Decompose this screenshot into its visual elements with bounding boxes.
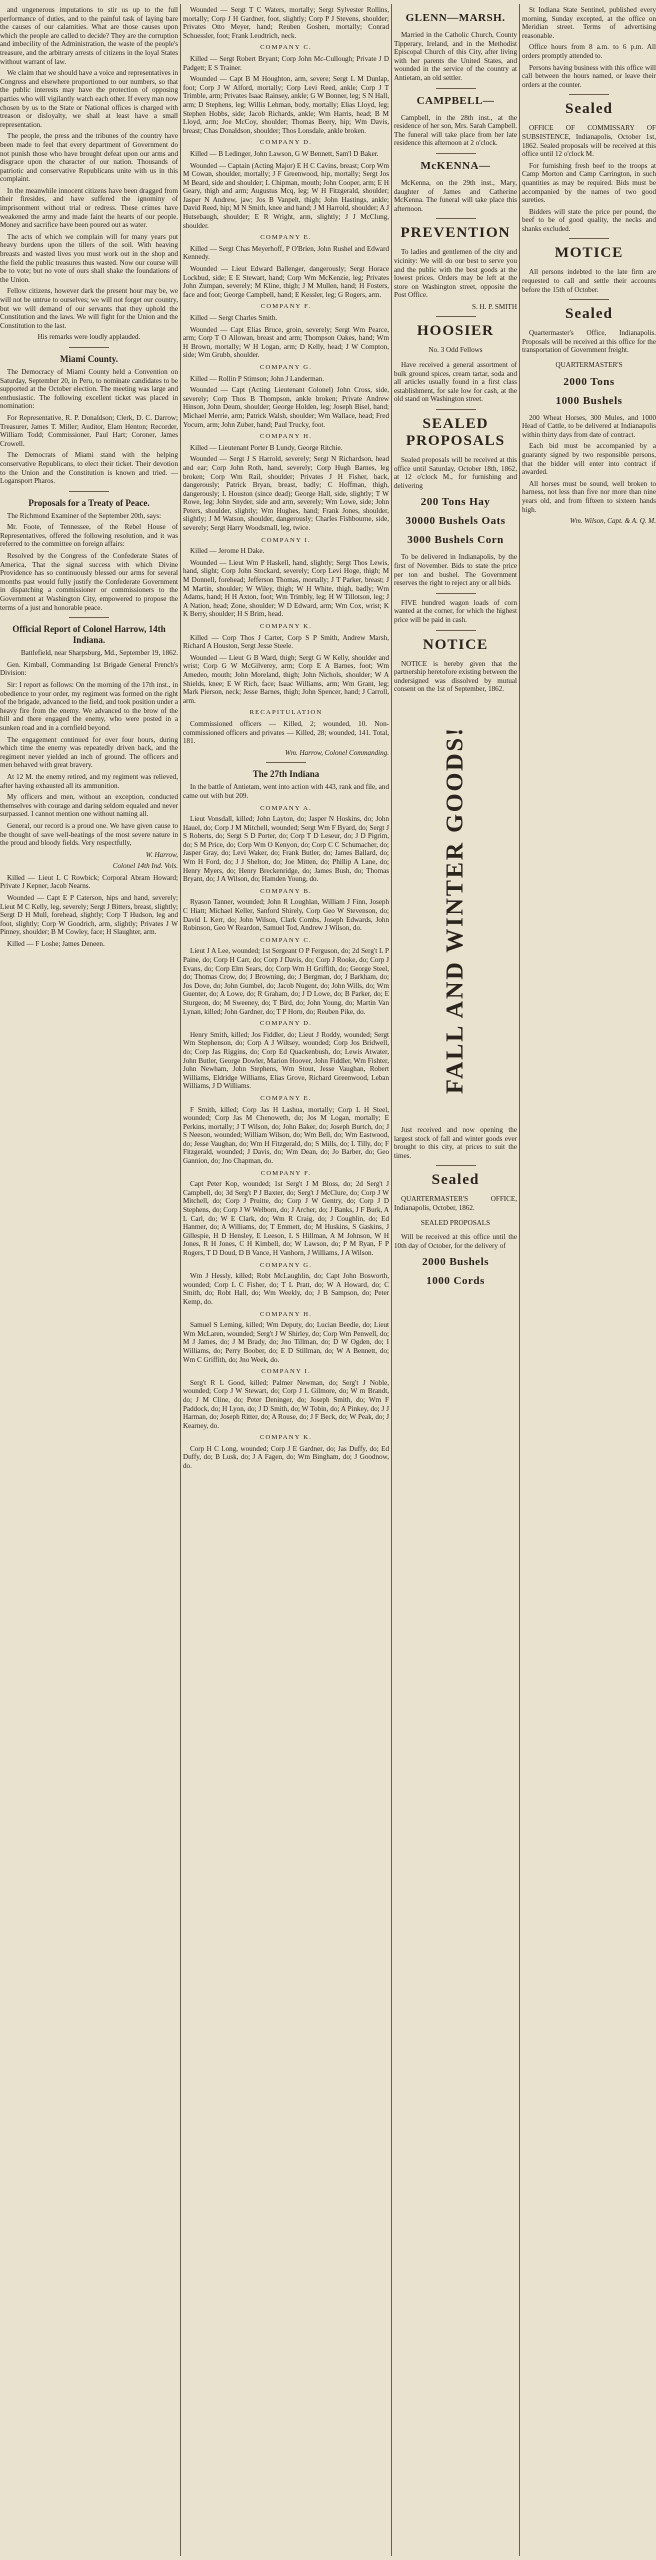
advertisement-text: NOTICE is hereby given that the partnership heretofore existing between the undersigned was dissolved by mutual consent on the 1st of September, 1862. [394, 659, 517, 694]
paragraph: Lieut Vonsdall, killed; John Layton, do; Jasper N Hoskins, do; John Hauel, do; Corp J M Mitchell, wounded; Sergt Wm F Byard, do; Sergt J S Roberts, do; Sergt S D Porter, do; Corp T D Leseur, do; J D Pigrim, do; S M Price, do; Corp Wm O Kenyon, do; Corp C C Schumacher, do; Jasper Gray, do; Levi Waker, do; Frank Butler, do; James Ballard, do; Wm H Ford, do; J J Shelton, do; Joe Mitten, do; Phillip A Lane, do; Henry Myers, do; Henry Breckenridge, do; James Bush, do; Thomas Bryant, do; J A Wilson, do; Hamden Young, do. [183, 815, 389, 884]
advertisement-heading: HOOSIER [416, 323, 495, 340]
paragraph: and ungenerous imputations to stir us up to the full performance of duties, and to the painful task of laying bare the causes of our calamities. What are those causes upon which the people are called to decide? They are the corruption and imbecility of the Administration, the waste of the people's treasure, and the arbitrary arrests of citizens in the loyal States without warrant of law. [0, 6, 178, 66]
paragraph: Lieut J A Lee, wounded; 1st Sergeant O P Ferguson, do; 2d Serg't L P Paine, do; Corp H Carr, do; Corp J Davis, do; Corp J Rooke, do; Corp J Evans, do; Corp Elm Sears, do; Corp Wm H Griffith, do; George Steel, do; Thomas Crow, do; J Browning, do; J Bergman, do; J Barkham, do; Jos Dove, do; John Gumbel, do; Jacob Nugent, do; John Wills, do; Wm Guenter, do; A Lowe, do; R Graham, do; J D Lowe, do; B Parker, do; E Sturgeon, do; M Sweeney, do; T Bird, do; John Young, do; Martin Van Lynan, killed; John Gardner, do; T P Horn, do; Reuben Pike, do. [183, 947, 389, 1016]
advertisement-heading: NOTICE [422, 636, 489, 653]
paragraph: Persons having business with this office will call between the hours named, or leave their orders at the counter. [522, 63, 656, 89]
company-heading: COMPANY G. [259, 1261, 313, 1269]
paragraph: The acts of which we complain will for many years put heavy burdens upon the tillers of the soil. With heaving breasts and wasted lives you must work out in the shop and the field the public treasures thus wasted. Now our course will be to vote; but no vote of ours shall shake the foundations of the Union. [0, 232, 178, 284]
paragraph: Killed — Lieut L C Rowbick; Corporal Abram Howard; Private J Kepner, Jacob Nearns. [0, 873, 178, 891]
separator [436, 88, 476, 89]
paragraph: Killed — Sergt Chas Meyerhoff, P O'Brien, John Rushel and Edward Kennedy. [183, 244, 389, 262]
article-heading: The 27th Indiana [252, 769, 320, 780]
advertisement-text: To ladies and gentlemen of the city and vicinity: We will do our best to serve you and the public with the best goods at the lowest prices. Orders may be left at the store on Washington street, opposite the Post Office. [394, 248, 517, 300]
company-heading: COMPANY H. [259, 433, 313, 441]
advertisement-text: QUARTERMASTER'S OFFICE, Indianapolis, October, 1862. [394, 1195, 517, 1212]
paragraph: Mr. Foote, of Tennessee, of the Rebel House of Representatives, offered the following resolution, and it was referred to the committee on foreign affairs: [0, 523, 178, 549]
paragraph: 200 Wheat Horses, 300 Mules, and 1000 Head of Cattle, to be delivered at Indianapolis within thirty days from date of contract. [522, 413, 656, 439]
separator [69, 347, 109, 348]
paragraph: Killed — F Loshe; James Deneen. [7, 940, 105, 949]
advertisement-subheading: QUARTERMASTER'S [555, 361, 623, 370]
advertisement-heading: Sealed [565, 306, 613, 323]
company-heading: COMPANY E. [260, 234, 312, 242]
paragraph: For Representative, R. P. Donaldson; Clerk, D. C. Darrow; Treasurer, James T. Miller; Auditor, Elam Henton; Recorder, William Todd; Commissioner, Paul Hart; Coroner, James Crowell. [0, 413, 178, 448]
paragraph: Wounded — Capt (Acting Lieutenant Colonel) John Cross, side, severely; Corp Thos B Thompson, ankle broken; Private Andrew Hinson, John Deum, shoulder; George Holden, leg; Joseph Bisel, hand; Michael Merrie, arm; Patrick Walsh, shoulder; Wm Wallace, head; Fred Yocum, arm; John Zuber, hand; Paul Trucky, foot. [183, 386, 389, 429]
paragraph: Killed — Lieutenant Porter B Lundy, George Ritchie. [190, 443, 343, 452]
company-heading: COMPANY D. [259, 1020, 313, 1028]
column-rule [391, 4, 392, 2556]
advertisement-text: To be delivered in Indianapolis, by the first of November. Bids to state the price per ton and bushel. The Government reserves the right to reject any or all bids. [394, 553, 517, 588]
paragraph: Office hours from 8 a.m. to 6 p.m. All orders promptly attended to. [522, 43, 656, 60]
paragraph: Wounded — Capt Elias Bruce, groin, severely; Sergt Wm Pearce, arm; Corp T O Allowan, breast and arm; Thompson Oakes, hand; Wm H Brown, mortally; W H Logan, arm; D Kelly, head; J W Compton, side; Wm Grubb, shoulder. [183, 325, 389, 360]
separator [436, 316, 476, 317]
quantity-line: 3000 Bushels Corn [407, 534, 504, 547]
paragraph: Gen. Kimball, Commanding 1st Brigade General French's Division: [0, 660, 178, 678]
advertisement-heading: Sealed [431, 1172, 480, 1189]
column-casualty-lists [183, 6, 389, 2554]
vertical-banner [394, 700, 517, 1120]
signature: Wm. Harrow, Colonel Commanding. [284, 748, 389, 757]
separator [436, 1165, 476, 1166]
paragraph: Wounded — Capt B M Houghton, arm, severe; Sergt L M Dunlap, foot; Corp J W Alford, mortally; Corp Levi Reed, ankle; Corp J T Trimble, arm; Privates Isaac Rainsey, ankle; G W Bonner, leg; S N Hall, arm; D Stephens, leg; Willis Lehman, body, mortally; Elias Lloyd, leg; Stephen Hobbs, side; Jacob Richards, ankle; Wm Harris, head; B M Lloyd, arm; Joe McCoy, shoulder; Thomas Beery, hip; Wm Davis, breast; Chas Donaldson, shoulder; Thos Lonsdale, ankle broken. [183, 75, 389, 135]
quantity-line: 30000 Bushels Oats [405, 515, 506, 528]
advertisement-heading: MOTICE [554, 245, 624, 262]
signature: W. Harrow, [145, 850, 178, 859]
separator [436, 630, 476, 631]
paragraph: Killed — Sergt Robert Bryant; Corp John Mc-Cullough; Private J D Padgett; E S Trainer. [183, 54, 389, 72]
paragraph: The people, the press and the tribunes of the country have been made to feel that every department of Government do not punish those who have brought defeat upon our arms and disgrace upon the character of our nation. Thousands of patriotic and conservative Republicans unite with us in this complaint. [0, 132, 178, 184]
separator [69, 617, 109, 618]
paragraph: Each bid must be accompanied by a guaranty signed by two responsible persons, that the bidder will enter into contract if awarded. [522, 442, 656, 477]
advertisement-heading: SEALED PROPOSALS [405, 416, 505, 450]
advertisement-text: OFFICE OF COMMISSARY OF SUBSISTENCE, Indianapolis, October 1st, 1862. Sealed proposals will be received at this office until 12 o'clock M. [522, 124, 656, 159]
quantity-line: 1000 Cords [426, 1275, 485, 1288]
company-heading: COMPANY K. [259, 623, 313, 630]
paragraph: In the battle of Antietam, went into action with 443, rank and file, and came out with but 209. [183, 783, 389, 800]
vertical-banner-text: FALL AND WINTER GOODS! [442, 726, 469, 1094]
company-heading: COMPANY F. [260, 303, 312, 311]
separator [569, 94, 609, 95]
company-heading: COMPANY K. [259, 1434, 313, 1442]
advertisement-text: FIVE hundred wagon loads of corn wanted at the corner, for which the highest price will be paid in cash. [394, 598, 517, 624]
paragraph: Bidders will state the price per pound, the beef to be of good quality, the necks and shanks excluded. [522, 207, 656, 233]
paragraph: Wm J Hessly, killed; Robt McLaughlin, do; Capt John Bosworth, wounded; Corp L C Fisher, do; T L Pratt, do; W A Howard, do; C Smith, do; Robt Hall, do; Wm Weekly, do; J B Sampson, do; Peter Kemp, do. [183, 1272, 389, 1306]
paragraph: Samuel S Leming, killed; Wm Deputy, do; Lucian Beedle, do; Lieut Wm McLaren, wounded; Serg't J W Shirley, do; Corp Wm Penwell, do; M J James, do; J M Brady, do; Jno Tillman, do; D W Ogden, do; I Williams, do; Perry Boober, do; E D Stillman, do; W A Bennett, do; Wm C Griffith, do; Jno Week, do. [183, 1321, 389, 1364]
paragraph: Wounded — Sergt T C Waters, mortally; Sergt Sylvester Rollins, mortally; Corp J H Gardner, foot, slightly; Corp P J Stevens, shoulder; Privates Otto Meyer, hand; Reuben Goshen, mortally; Conrad Schuessler, foot; Frank Leudtrich, neck. [183, 6, 389, 40]
paragraph: Wounded — Lieut G B Ward, thigh; Sergt G W Kelly, shoulder and wrist; Corp G W McGilverey, arm; Corp E A Barnes, foot; Wm Amedeo, mouth; John Moreland, thigh; John Nichols, shoulder; W A Shields, knee; E W Rich, face; Isaac Williams, arm; Wm Grant, leg; Mark Pierson, neck; Jesse Barnes, thigh; John Spencer, hand; J Carroll, arm. [183, 653, 389, 705]
advertisement-text: Quartermaster's Office, Indianapolis. Proposals will be received at this office for the transportation of Government freight. [522, 329, 656, 355]
paragraph: Killed — Rollin P Stimson; John J Landerman. [190, 374, 325, 383]
paragraph: Wounded — Captain (Acting Major) E H C Cavins, breast; Corp Wm M Cowan, shoulder, mortally; J F Greenwood, hip, mortally; Sergt Jos M Beard, side and shoulder; L Chipman, mouth; John Cooper, arm; E H Geary, thigh and arm; Augustus Mcq, leg; W H Fitzgerald, shoulder; Jasper N Andrew, jaw; Jos B Vanpelt, thigh; John Hastings, ankle; David Reed, hip; M N Smith, knee and hand; J M Harrold, shoulder; A J Hutsebaugh, shoulder; E R Wright, arm, slightly; J J McClung, shoulder. [183, 161, 389, 230]
paragraph: Wounded — Lieut Wm P Haskell, hand, slightly; Sergt Thos Lewis, hand, slight; Corp John Stockard, severely; Corp Levi Hoge, thigh; M M Donnell, forehead; Jefferson Thomas, mortally; J T Parker, breast; J M Martin, shoulder; W Wiley, thigh; W H White, thigh, badly; Wm Adams, hand; H H Axton, foot; Wm Trimbly, leg; H W Tillotson, leg; J A Nation, head; Zone, shoulder; W D Edward, arm; Wm Cox, wrist; K K Berry, shoulder; H S Brim, head. [183, 558, 389, 619]
quantity-line: 2000 Bushels [422, 1256, 489, 1269]
paragraph: Wounded — Sergt J S Harrold, severely; Sergt N Richardson, head and ear; Corp John Roth, hand, severely; Corp Hugh Barnes, leg broken; Corp Wm Rail, shoulder; Privates J H Fisher, back, dangerously; Patrick Bryan, breast, badly; C Hoffman, thigh, dangerously; L Houston (since dead); George Hall, side, slightly; T W Rowe, leg; John Snyder, side and arm, severely; Wm Lowe, side; John Peters, shoulder, slightly; Wm Hughes, hand; Frank Jones, shoulder, slightly; J M Watson, shoulder, dangerously; Charles Fishbourne, side, severely; Sergt Harry Woodsmall, leg, twice. [183, 455, 389, 533]
paragraph: Ryason Tanner, wounded; John R Loughlan, William J Finn, Joseph C Hiatt; Michael Keller, Sanford Shirely, Corp Geo W Stevenson, do; David L Kerr, do; John Wilson, Clark Combs, Joseph Edwards, John Robinson, Geo W Reardon, Samuel Tod, Andrew J Wilson, do. [183, 898, 389, 933]
company-heading: COMPANY A. [260, 804, 312, 812]
separator [266, 762, 306, 763]
paragraph: Killed — Sergt Charles Smith. [190, 314, 278, 322]
paragraph: St Indiana State Sentinel, published every morning, Sunday excepted, at the office on Meridian street. Terms of advertising reasonable. [522, 6, 656, 40]
paragraph: Fellow citizens, however dark the present hour may be, we will not be untrue to ourselves; we will not forget our country, but we will demand of our servants that they uphold the Constitution and the laws. We will fight for the Union and the Constitution to the last. [0, 287, 178, 330]
paragraph: Capt Peter Kop, wounded; 1st Serg't J M Bloss, do; 2d Serg't J Campbell, do; 3d Serg't P J Baxter, do; Serg't J McClure, do; Corp J W Mitchell, do; Corp J Pruitte, do; Corp J W Gentry, do; Corp J D Stephens, do; Corp J W Welborn, do; J Archer, do; J Banks, J F Burk, A L Carl, do; W E Clark, do; Wm R Craig, do; J Coughlin, do; Ed Hanmer, do; A Williams, do; T Emmett, do; M Huskins, S Gaskins, J Gillespie, H D Hensley, E Leeson, L S Hillman, A M Johnson, W H Jones, R H Jones, C H Kimbell, do; W Lawson, do; P M Ryan, F P Rogers, T D Doud, D B Vance, H Vanhorn, J Williams, J A Wilson. [183, 1180, 389, 1257]
paragraph: The engagement continued for over four hours, during which time the enemy was repeatedly driven back, and the regiment never yielded an inch of ground. The officers and men behaved with great bravery. [0, 735, 178, 770]
paragraph: Wounded — Lieut Edward Ballenger, dangerously; Sergt Horace Lockbud, side; E E Stewart, hand; Corp Wm McKenzie, leg; Privates John Zumpan, severely; M Kline, thigh; J M Mullen, hand; H Fosters, face and foot; George Campbell, hand; E Kessler, leg; G Rogers, arm. [183, 265, 389, 299]
company-heading: COMPANY C. [260, 44, 312, 52]
company-heading: COMPANY I. [261, 1368, 311, 1376]
paragraph: Serg't R L Good, killed; Palmer Newman, do; Serg't J Noble, wounded; Corp J W Stewart, do; Corp J L Gilmore, do; W m Brandt, do; J M Cline, do; Peter Deninger, do; Joseph Smith, do; Wm F Paddock, do; H Lyon, do; J D Smith, do; W Tobin, do; A Pinkey, do; J J Harman, do; Joseph Ritter, do; A Rouse, do; J F Beck, do; W Peak, do; J Kearney, do. [183, 1378, 389, 1430]
separator [436, 218, 476, 219]
quantity-line: 2000 Tons [563, 375, 615, 388]
column-rule [519, 4, 520, 2556]
quantity-line: 1000 Bushels [555, 394, 623, 407]
paragraph: Killed — Corp Thos J Carter, Corp S P Smith, Andrew Marsh, Richard A Houston, Sergt Jesse Steele. [183, 633, 389, 651]
notice-heading: McKENNA— [420, 159, 491, 172]
advertisement-subheading: No. 3 Odd Fellows [428, 346, 483, 355]
paragraph: The Democracy of Miami County held a Convention on Saturday, September 20, in Peru, to nominate candidates to be supported at the October election. The meeting was large and enthusiastic. The following excellent ticket was placed in nomination: [0, 367, 178, 411]
advertisement-text: Just received and now opening the largest stock of fall and winter goods ever brought to this city, at prices to suit the times. [394, 1125, 517, 1160]
column-rule [180, 4, 181, 2556]
notice-text: McKenna, on the 29th inst., Mary, daughter of James and Catherine McKenna. The funeral will take place this afternoon. [394, 178, 517, 213]
section-heading: RECAPITULATION [249, 709, 323, 717]
separator [569, 299, 609, 300]
quantity-line: 200 Tons Hay [420, 496, 491, 509]
notice-text: Married in the Catholic Church, County Tipperary, Ireland, and in the Methodist Episcopal Church of this City, after living with her parents the United States, and wounded in the service of the country at Antietam, an old settler. [394, 31, 517, 82]
advertisement-text: All persons indebted to the late firm are requested to call and settle their accounts before the 15th of October. [522, 268, 656, 294]
company-heading: COMPANY C. [260, 936, 312, 944]
company-heading: COMPANY G. [259, 363, 313, 371]
paragraph: Wounded — Capt E P Caterson, hips and hand, severely; Lieut M C Kelly, leg, severely; Sergt J Bitters, breast, slightly; Sergt D H Mull, forehead, slightly; Corp T Hudson, leg and foot, slightly; Corp W Goodrich, arm, slightly; Privates J W Pinney, shoulder; B M Cowley, face; H Slaughter, arm. [0, 894, 178, 937]
paragraph: At 12 M. the enemy retired, and my regiment was relieved, after having exhausted all its ammunition. [0, 772, 178, 790]
paragraph: General, our record is a proud one. We have given cause to be thought of save well-beatings of the most severe nature in the proud and bloody fields. Very respectfully, [0, 821, 178, 848]
advertisement-text: Have received a general assortment of bulk ground spices, cream tartar, soda and all articles usually found in a first class establishment, for sale low for cash, at the old stand on Washington street. [394, 361, 517, 404]
paragraph: My officers and men, without an exception, conducted themselves with courage and daring seldom equaled and never surpassed. I cannot mention one without naming all. [0, 793, 178, 819]
column-editorial [0, 6, 178, 2554]
column-advertisements [522, 6, 656, 2554]
advertisement-heading: Sealed [565, 101, 613, 118]
company-heading: COMPANY I. [261, 536, 311, 544]
paragraph: We claim that we should have a voice and representatives in Congress and elsewhere proportioned to our numbers, so that the public interests may have the protection of opposing parties who will vigilantly watch each other. If every man now chosen by us to the State or National offices is charged with treason or disloyalty, we shall at least have a small representation. [0, 69, 178, 129]
paragraph: Killed — Jerome H Dake. [190, 547, 265, 556]
paragraph: The Richmond Examiner of the September 20th, says: [7, 511, 162, 520]
company-heading: COMPANY F. [260, 1169, 312, 1177]
dateline: Battlefield, near Sharpsburg, Md., September 19, 1862. [20, 649, 178, 658]
separator [69, 491, 109, 492]
notice-heading: CAMPBELL— [416, 94, 495, 107]
advertisement-heading: PREVENTION [400, 225, 511, 242]
signature-title: Colonel 14th Ind. Vols. [112, 862, 178, 871]
paragraph: The Democrats of Miami stand with the helping conservative Republicans, to elect their ticket. Their devotion to the Union and the Constitution is known and tried. — Logansport Pharos. [0, 451, 178, 486]
advertisement-signature: S. H. P. SMITH [472, 302, 517, 311]
article-heading: Proposals for a Treaty of Peace. [28, 497, 150, 508]
separator [436, 153, 476, 154]
paragraph: Commissioned officers — Killed, 2; wounded, 10. Non-commissioned officers and privates — Killed, 28; wounded, 141. Total, 181. [183, 719, 389, 746]
paragraph: Henry Smith, killed; Jos Fiddler, do; Lieut J Roddy, wounded; Sergt Wm Stephenson, do; Corp A J Wiltsey, wounded; Corp Jos Bridwell, do; Corp Jas Riggins, do; Corp Ed Quackenbush, do; Lewis Atwater, John Butler, George Dowler, Marion Hoover, John Fiddler, Wm Fishter, John Newham, John Stephens, Wm Stout, Jesse Vaughan, Robert Williams, Eldridge Williams, Elias Grove, Richard Greenwood, Leban Williams, J D Williams. [183, 1030, 389, 1091]
notice-text: Campbell, in the 28th inst., at the residence of her son, Mrs. Sarah Campbell. The funeral will take place from her late residence this afternoon at 2 o'clock. [394, 113, 517, 148]
paragraph: All horses must be sound, well broken to harness, not less than five nor more than nine years old, and from fifteen to sixteen hands high. [522, 479, 656, 514]
paragraph: Resolved by the Congress of the Confederate States of America, That the signal success with which Divine Providence has so continuously blessed our arms for several months past would fully justify the Confederate Government in dispatching a commissioner or commissioners to the Government at Washington City, empowered to propose the terms of a just and honorable peace. [0, 552, 178, 612]
company-heading: COMPANY D. [259, 139, 313, 147]
paragraph: His remarks were loudly applauded. [37, 333, 141, 342]
article-heading: Miami County. [59, 353, 118, 364]
advertisement-text: Sealed proposals will be received at this office until Saturday, October 18th, 1862, at 12 o'clock M., for furnishing and delivering [394, 456, 517, 490]
notice-heading: GLENN—MARSH. [405, 12, 506, 24]
article-heading: Official Report of Colonel Harrow, 14th Indiana. [12, 624, 166, 646]
paragraph: Sir: I report as follows: On the morning of the 17th inst., in obedience to your order, my regiment was formed on the right of the brigade, advanced to the field, and took position under a heavy fire from the enemy. We advanced to the brow of the hill and there engaged the enemy, who were posted in a sunken road and in a cornfield beyond. [0, 681, 178, 732]
separator [569, 238, 609, 239]
advertisement-text: Will be received at this office until the 10th day of October, for the delivery of [394, 1233, 517, 1250]
advertisement-subheading: SEALED PROPOSALS [420, 1218, 491, 1227]
paragraph: Corp H C Long, wounded; Corp J E Gardner, do; Jas Duffy, do; Ed Duffy, do; B Lusk, do; J A Fagen, do; Wm Bingham, do; J Goodnow, do. [183, 1444, 389, 1471]
column-notices [394, 6, 517, 2554]
company-heading: COMPANY H. [259, 1310, 313, 1318]
separator [436, 409, 476, 410]
separator [436, 593, 476, 594]
paragraph: For furnishing fresh beef to the troops at Camp Morton and Camp Carrington, in such quantities as may be required. Bids must be accompanied by the names of two good sureties. [522, 161, 656, 205]
signature: Wm. Wilson, Capt. & A. Q. M. [569, 517, 656, 526]
paragraph: In the meanwhile innocent citizens have been dragged from their firesides, and have suffered the ignominy of imprisonment without trial or redress. These crimes have weakened the army and made faint the hearts of our people. Money and sacrifice have been poured out as water. [0, 186, 178, 230]
paragraph: Killed — B Ledinger, John Lawson, G W Bennett, Sam'l D Baker. [190, 149, 379, 158]
company-heading: COMPANY B. [260, 887, 312, 895]
company-heading: COMPANY E. [260, 1094, 312, 1102]
paragraph: F Smith, killed; Corp Jas H Lashua, mortally; Corp L H Steel, wounded; Corp Jas M Chenoweth, do; Jos M Logan, mortally; E Perkins, mortally; J T Wilson, do; John Baker, do; Joseph Burtch, do; J S Neeson, wounded; William Wilson, do; Wm Bell, do; Wm Eastwood, do; Jesse Vaughan, do; Wm H Fitzgerald, do; S Mills, do; L Tilly, do; F Fitzgerald, wounded; J Davis, do; Wm Dean, do; Jo Barber, do; Geo Gannion, do; Jno Chapman, do. [183, 1105, 389, 1166]
